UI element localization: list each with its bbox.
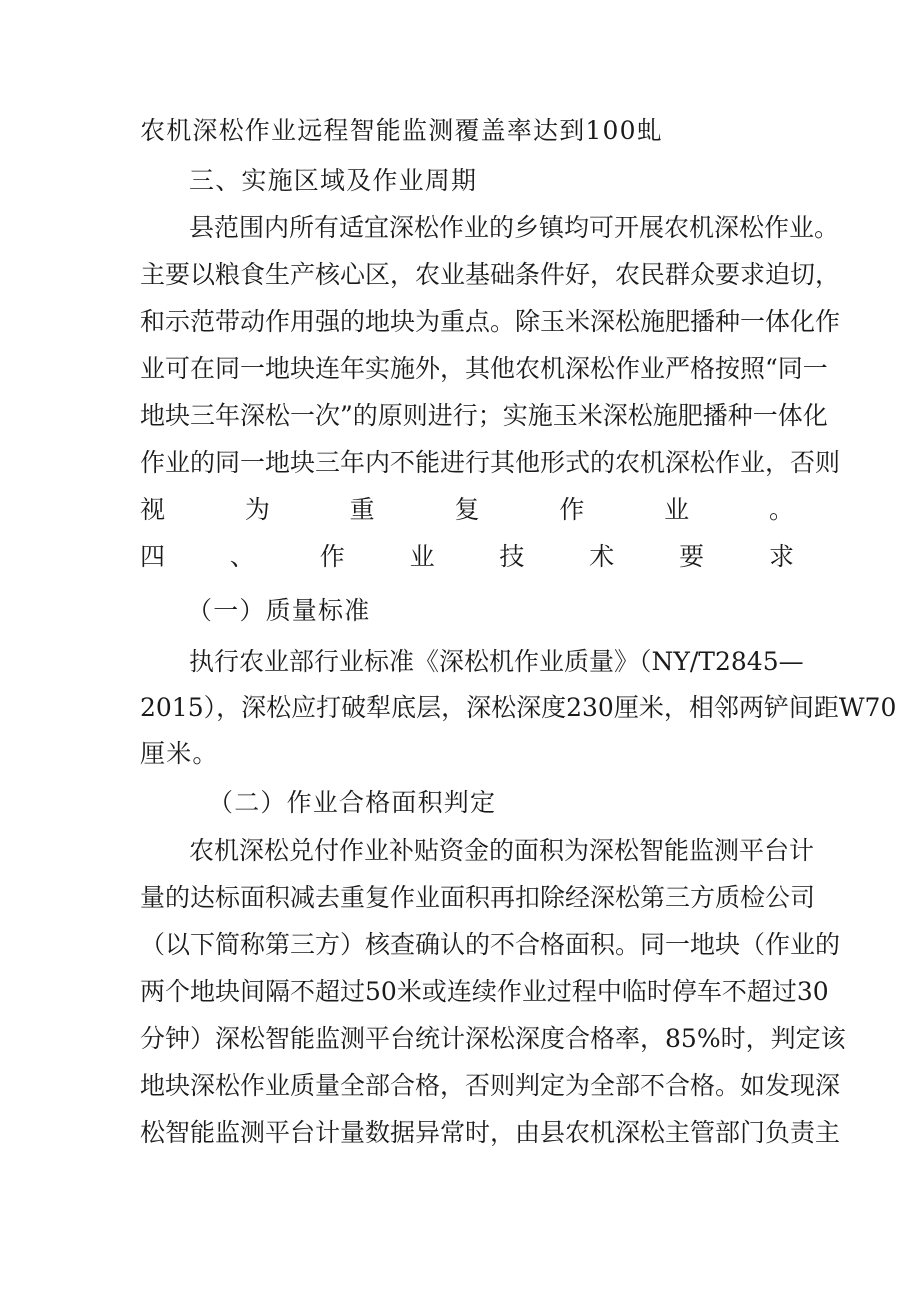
- paragraph-line: 两个地块间隔不超过50米或连续作业过程中临时停车不超过30: [140, 977, 829, 1006]
- paragraph-line: 量的达标面积减去重复作业面积再扣除经深松第三方质检公司: [140, 883, 816, 912]
- paragraph-line: 松智能监测平台计量数据异常时，由县农机深松主管部门负责主: [140, 1118, 841, 1147]
- paragraph-line: 业可在同一地块连年实施外，其他农机深松作业严格按照“同一: [140, 354, 828, 383]
- paragraph-line: 和示范带动作用强的地块为重点。除玉米深松施肥播种一体化作: [140, 307, 841, 336]
- paragraph-line: 厘米。: [140, 739, 219, 768]
- paragraph-line: 视为重复作业。: [140, 495, 794, 524]
- paragraph-line: 地块深松作业质量全部合格，否则判定为全部不合格。如发现深: [140, 1071, 841, 1100]
- paragraph-line: 县范围内所有适宜深松作业的乡镇均可开展农机深松作业。: [189, 213, 840, 242]
- paragraph-line: 四、作业技术要求: [140, 542, 794, 571]
- subsection-heading: （二）作业合格面积判定: [208, 788, 497, 817]
- paragraph-line: 2015），深松应打破犁底层，深松深度230厘米，相邻两铲间距W70: [140, 693, 897, 722]
- paragraph-line: 地块三年深松一次”的原则进行；实施玉米深松施肥播种一体化: [140, 401, 828, 430]
- text-line: 农机深松作业远程智能监测覆盖率达到100虬: [140, 116, 663, 145]
- paragraph-line: 主要以粮食生产核心区，农业基础条件好，农民群众要求迫切，: [140, 260, 841, 289]
- paragraph-line: 执行农业部行业标准《深松机作业质量》（NY/T2845—: [189, 647, 804, 676]
- paragraph-line: 作业的同一地块三年内不能进行其他形式的农机深松作业，否则: [140, 448, 841, 477]
- section-heading: 三、实施区域及作业周期: [189, 166, 478, 195]
- paragraph-line: 农机深松兑付作业补贴资金的面积为深松智能监测平台计: [189, 836, 815, 865]
- subsection-heading: （一）质量标准: [187, 596, 371, 625]
- paragraph-line: （以下简称第三方）核查确认的不合格面积。同一地块（作业的: [140, 930, 841, 959]
- paragraph-line: 分钟）深松智能监测平台统计深松深度合格率，85%时，判定该: [140, 1024, 846, 1053]
